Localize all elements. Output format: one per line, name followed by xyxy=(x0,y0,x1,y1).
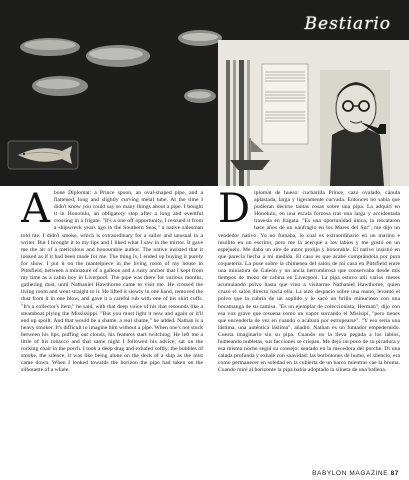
spanish-column xyxy=(218,190,400,460)
pipe-puff-4 xyxy=(32,76,88,96)
pipe-puff-2 xyxy=(86,45,150,67)
dropcap-spanish: D xyxy=(218,190,251,232)
dropcap-english: A xyxy=(21,190,50,232)
pipe-puff-3 xyxy=(178,30,222,46)
collage-panel xyxy=(218,40,409,186)
page-footer xyxy=(312,470,399,477)
pipe-puff-5 xyxy=(184,89,216,103)
section-title: Bestiario xyxy=(304,14,391,34)
illustration-band xyxy=(0,0,409,186)
article-body xyxy=(17,186,409,466)
magazine-name: BABYLON MAGAZINE xyxy=(312,470,389,477)
english-column xyxy=(21,190,203,460)
pipe-puff-1 xyxy=(20,38,80,56)
spanish-text: iplomat de hueso: cucharilla Prince, cazo ovalado, cánula aplastada, larga y ligeramente curvada. Entonces no sabía que pudieran decirse tantas cosas sobre una pipa. La adquirí en Honolulu, en una escala forzosa tras una larga y accidentada travesía en fragata. "Es una oportunidad única, la rescataron hace años de un naufragio en los Mares del Sur", me dijo un vendedor nativo. Yo no fumaba, lo cual es extraordinario en un marino e insólito en un escritor, pero me la acerqué a los labios y me gustó en un espejuelo. Me daba un aire de autor prolijo y honorable. El nativo insistió en que parecía hecha a mi medida. El caso es que acabé comprándola por pura coquetería. La puse sobre la chimenea del salón de mi casa en Pittsfield entre una miniatura de Galeón y un ancla herrumbrosa que conservaba desde mis tiempos de mozo de cabina en Liverpool. La pipa estuvo allí varios meses acumulando polvo hasta que vino a visitarme Nathaniel Hawthorne, quien cruzó el salón directo hacia ella. La alzó despacio sobre una mano, levantó el polvo que la cubría de un soplido y le sacó un brillo minucioso con una bocamanga de su camisa. "Es un ejemplar de coleccionista, Herman", dijo con esa voz grave que resuena como un vapor surcando el Misisipí, "pero tienes que encenderla de vez en cuando o acabará por estropearse". "Y eso sería una lástima, una auténtica lástima", añadió. Nathan es un fumador empedernido. Cuesta imaginarlo sin su pipa. Cuando no la lleva pegada a los labios, humeando nubletas, sus facciones se crispan. Me dejó un poco de su picadura y esa misma noche seguí su consejo: sentado en la mecedora del porche. Di una calada profunda y exhalé con suavidad: las borbotones de humo, el silencio, era como permanecer en soledad en la cubierta de un barco mientras cae la bruma. Cuando miré al horizonte la pipa había adoptado la silueta de una ballena. xyxy=(218,190,400,374)
page-number: 87 xyxy=(390,470,399,477)
fish-illustration xyxy=(8,141,78,169)
english-text: bone Diplomat: a Prince spoon, an oval-shaped pipe, and a flattened, long and slightly curving metal tube. At the time I didn't know you could say so many things about a pipe. I bought it in Honolulu, an obligatory stop after a long and eventful crossing in a frigate. "It's a one off opportunity, I rescued it from a shipwreck years ago in the Southern Seas," a native salesman told me. I didn't smoke, which is extraordinary for a sailor and unusual in a writer. But I brought it to my lips and I liked what I saw in the mirror. It gave me the air of a meticulous and honourable author. The native insisted that it looked as if it had been made for me. The thing is, I ended up buying it purely for show. I put it on the mantelpiece in the living room of my house in Pittsfield, between a miniature of a galleon and a rusty anchor that I kept from my time as a cabin boy in Liverpool. The pipe was there for various months, gathering dust, until Nathaniel Hawthorne came to visit me. He crossed the living room and went straight to it. He lifted it slowly in one hand, removed the dust from it in one blow, and gave it a careful rub with one of his shirt cuffs. "It's a collector's item," he said, with that deep voice of his that resounds like a steamboat plying the Mississippi. "But you must light it now and again or it'll end up spoilt. And that would be a shame, a real shame," he added. Nathan is a heavy smoker. It's difficult to imagine him without a pipe. When one's not stuck between his lips, puffing out clouds, his features start twitching. He left me a little of his tobacco and that same night I followed his advice, sat on the rocking chair in the porch. I took a deep drag and exhaled softly: the bubbles of smoke, the silence, it was like being alone on the deck of a ship as the mist came down. When I looked towards the horizon the pipe had taken on the silhouette of a whale. xyxy=(21,190,203,374)
